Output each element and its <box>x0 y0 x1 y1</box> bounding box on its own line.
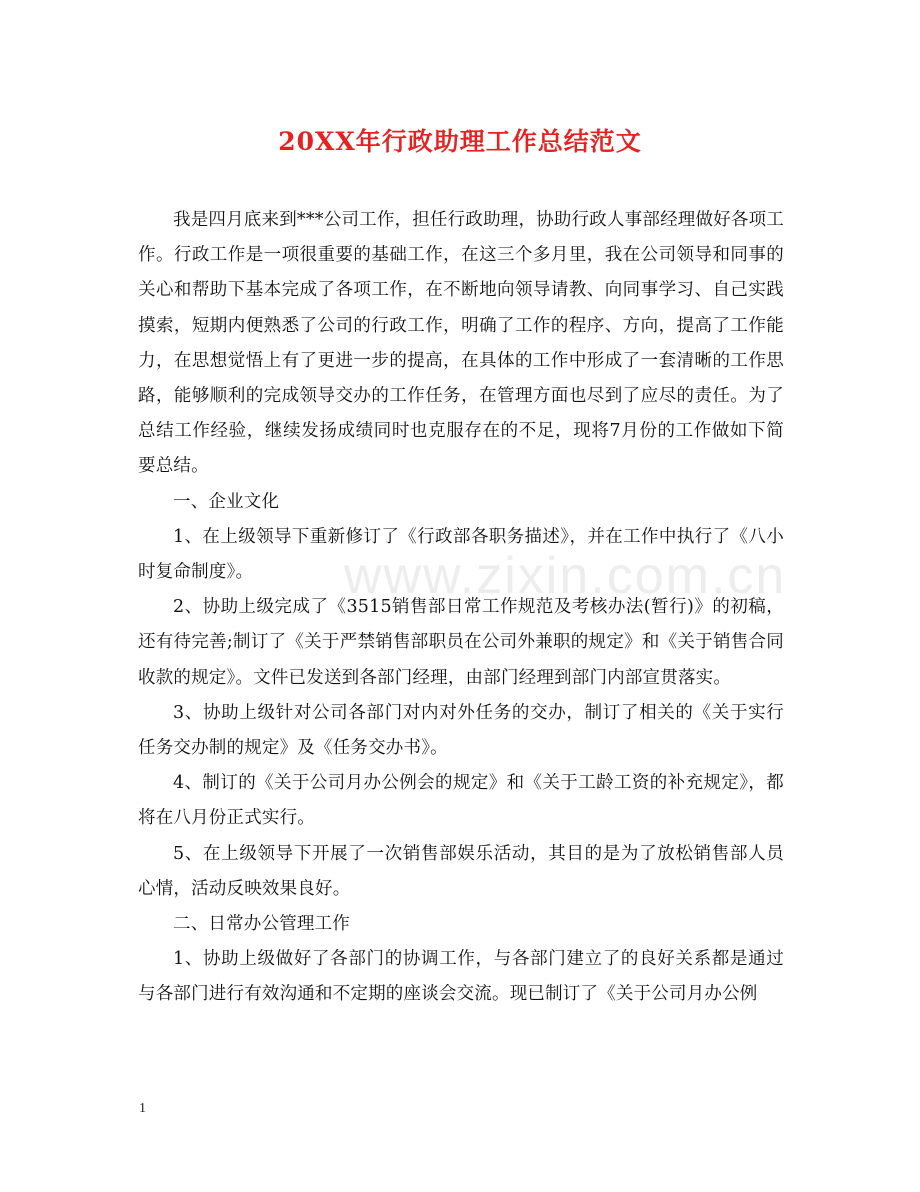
paragraph-item-5: 5、在上级领导下开展了一次销售部娱乐活动，其目的是为了放松销售部人员心情，活动反映效果良好。 <box>138 843 784 899</box>
paragraph-daily-item-1: 1、协助上级做好了各部门的协调工作，与各部门建立了的良好关系都是通过与各部门进行有效沟通和不定期的座谈会交流。现已制订了《关于公司月办公例 <box>138 949 784 1005</box>
paragraph-intro: 我是四月底来到***公司工作，担任行政助理，协助行政人事部经理做好各项工作。行政工作是一项很重要的基础工作，在这三个多月里，我在公司领导和同事的关心和帮助下基本完成了各项工作，在不断地向领导请教、向同事学习、自己实践摸索，短期内便熟悉了公司的行政工作，明确了工作的程序、方向，提高了工作能力，在思想觉悟上有了更进一步的提高，在具体的工作中形成了一套清晰的工作思路，能够顺利的完成领导交办的工作任务，在管理方面也尽到了应尽的责任。为了总结工作经验，继续发扬成绩同时也克服存在的不足，现将7月份的工作做如下简要总结。 <box>138 210 784 477</box>
watermark: www.zixin.com.cn <box>344 547 787 605</box>
paragraph-item-2: 2、协助上级完成了《3515销售部日常工作规范及考核办法(暂行)》的初稿，还有待完善;制订了《关于严禁销售部职员在公司外兼职的规定》和《关于销售合同收款的规定》。文件已发送到各部门经理，由部门经理到部门内部宣贯落实。 <box>138 597 784 688</box>
page-number: 1 <box>139 1101 146 1116</box>
document-title: 20XX年行政助理工作总结范文 <box>278 127 642 156</box>
paragraph-item-1: 1、在上级领导下重新修订了《行政部各职务描述》，并在工作中执行了《八小时复命制度》。 <box>138 526 784 583</box>
paragraph-item-4: 4、制订的《关于公司月办公例会的规定》和《关于工龄工资的补充规定》，都将在八月份正式实行。 <box>138 773 784 829</box>
section-heading-corporate-culture: 一、企业文化 <box>173 491 280 512</box>
paragraph-item-3: 3、协助上级针对公司各部门对内对外任务的交办，制订了相关的《关于实行任务交办制的规定》及《任务交办书》。 <box>138 702 784 759</box>
section-heading-daily-office: 二、日常办公管理工作 <box>173 914 350 935</box>
document-body <box>138 203 787 1013</box>
